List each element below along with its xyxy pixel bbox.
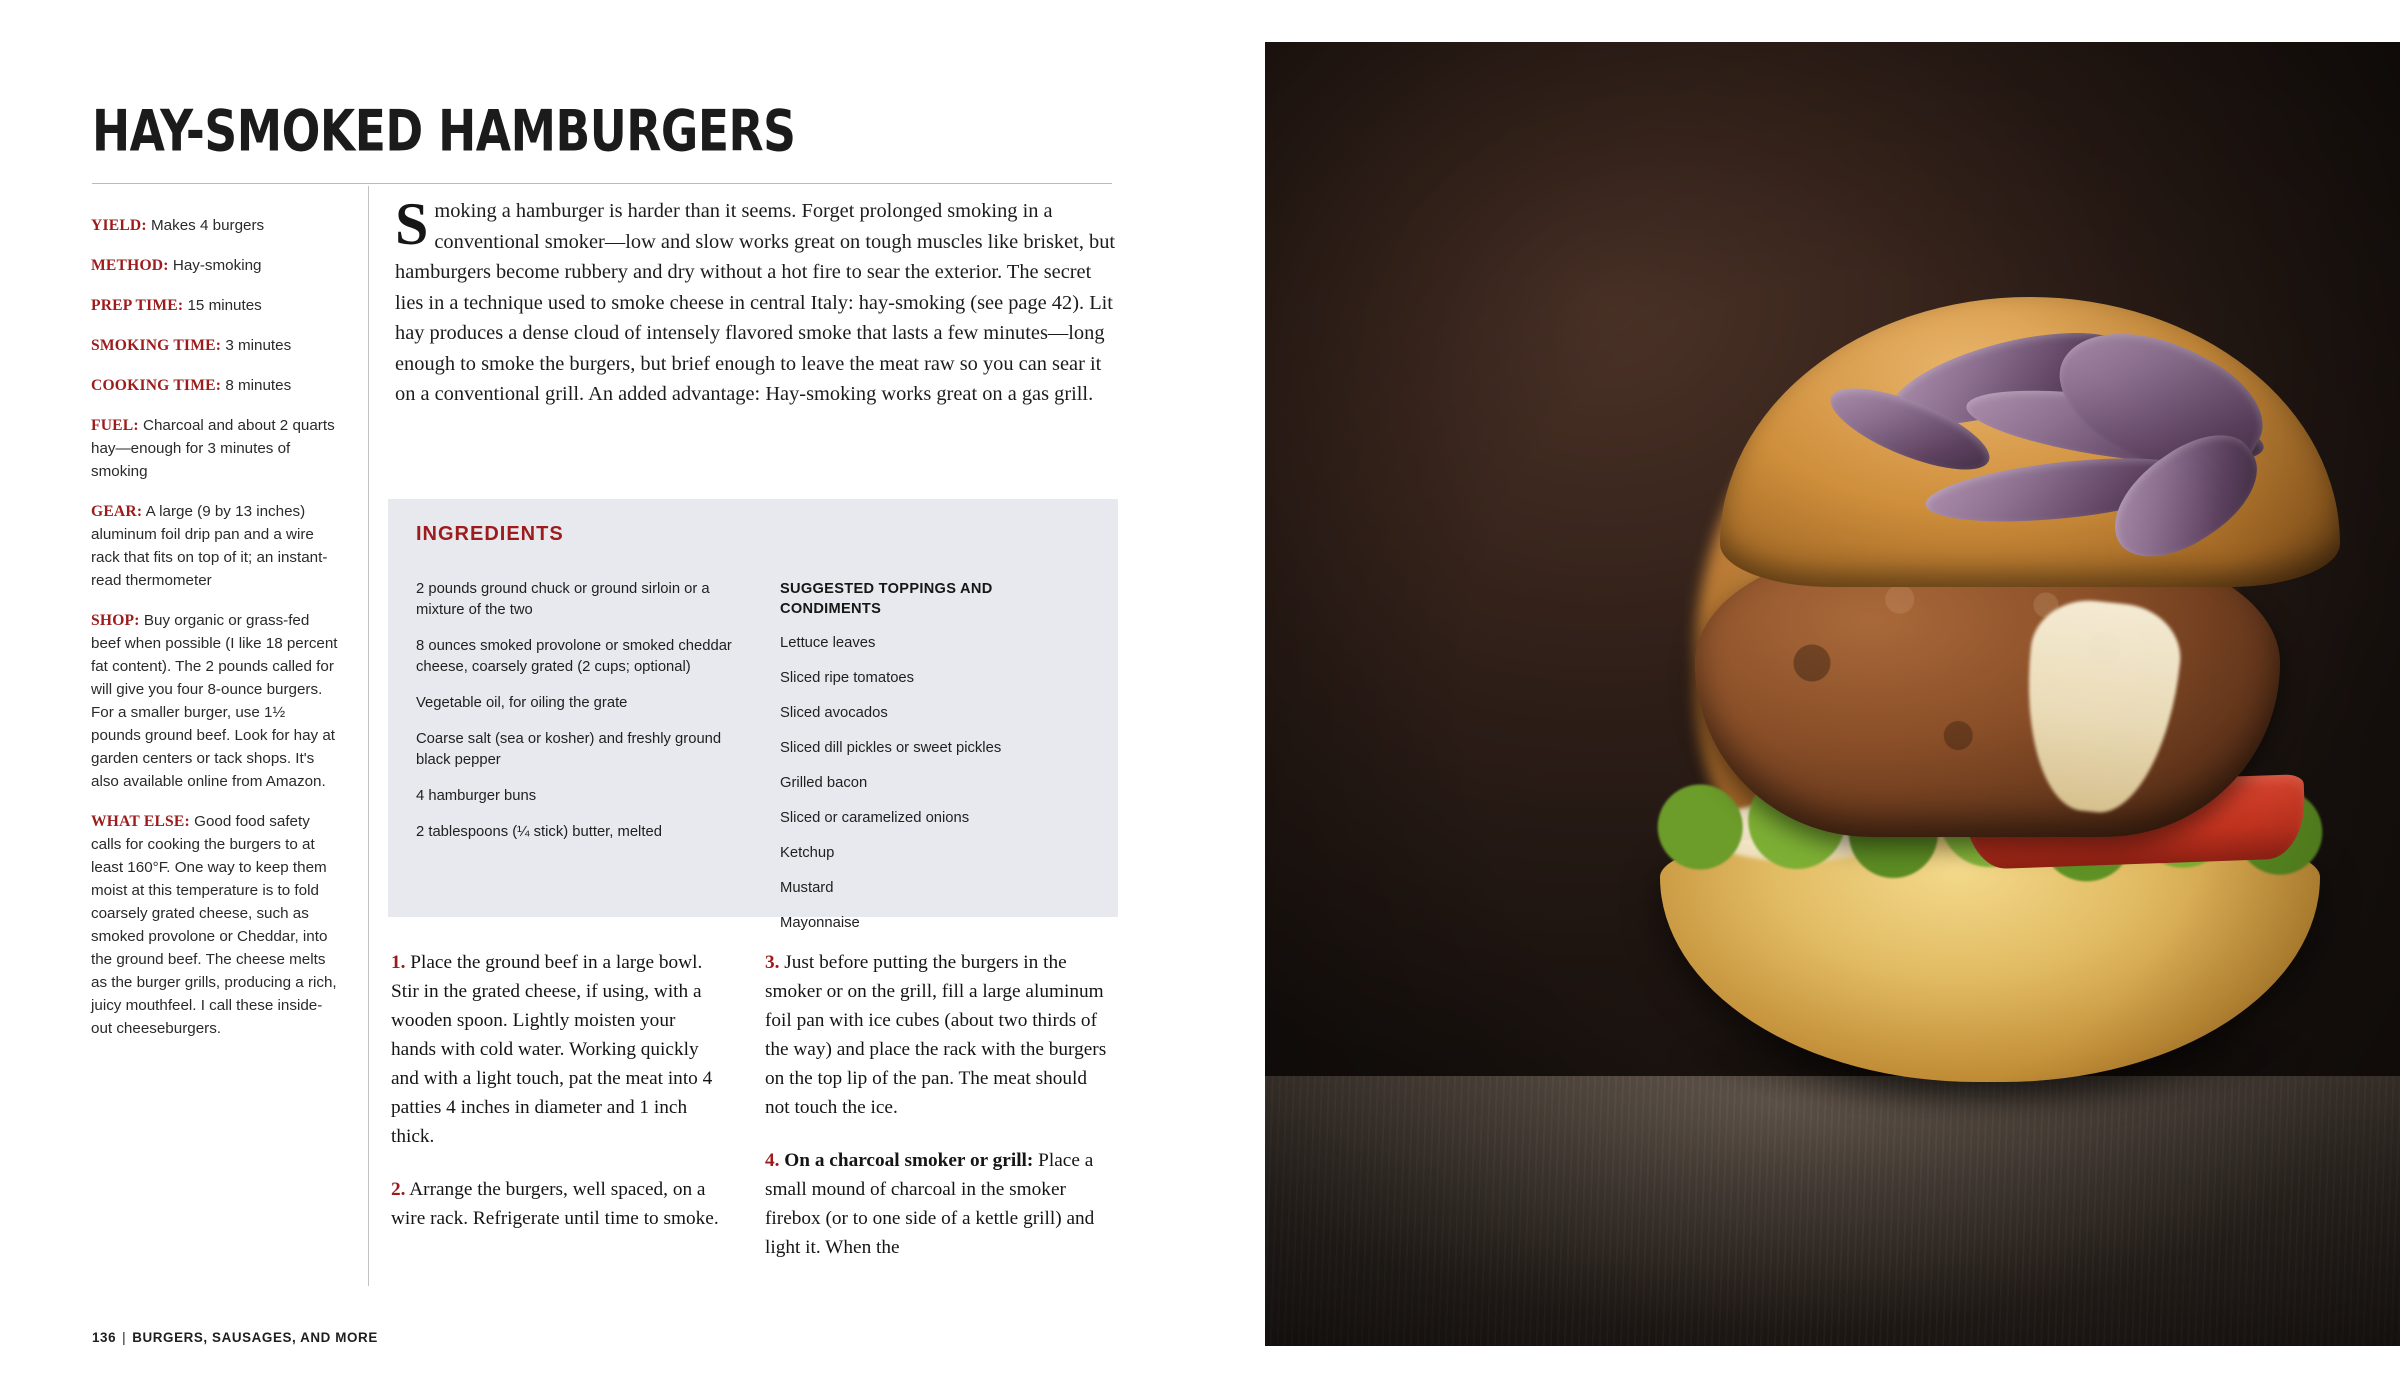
sidebar-label-smoking-time: SMOKING TIME: xyxy=(91,337,222,354)
topping-item: Mayonnaise xyxy=(780,915,860,931)
photo-counter-surface xyxy=(1265,1076,2400,1346)
ingredient-item: 2 pounds ground chuck or ground sirloin or a mixture of the two xyxy=(416,581,710,618)
topping-item: Lettuce leaves xyxy=(780,635,876,651)
ingredients-panel xyxy=(388,499,1118,931)
page-footer xyxy=(92,1330,378,1345)
photo-burger-patty xyxy=(1695,547,2280,837)
intro-dropcap: S xyxy=(395,191,429,257)
sidebar-item-method xyxy=(91,254,339,277)
ingredients-heading: INGREDIENTS xyxy=(416,523,564,545)
sidebar-item-cooking-time xyxy=(91,374,339,397)
sidebar-value-cooking-time: 8 minutes xyxy=(221,377,292,394)
column-divider xyxy=(368,186,369,1286)
step-text: Place a small mound of charcoal in the smoker firebox (or to one side of a kettle grill) and light it. When the xyxy=(765,1150,1095,1258)
recipe-photo xyxy=(1265,42,2400,1346)
sidebar-label-what-else: WHAT ELSE: xyxy=(91,813,190,830)
sidebar-value-what-else: Good food safety calls for cooking the burgers to at least 160°F. One way to keep them moist at this temperature is to fold coarsely grated cheese, such as smoked provolone or Cheddar, into the ground beef. The cheese melts as the burger grills, producing a rich, juicy mouthfeel. I call these inside-out cheeseburgers. xyxy=(91,813,337,1037)
sidebar-item-shop xyxy=(91,609,339,793)
step-lead-in: On a charcoal smoker or grill: xyxy=(784,1150,1034,1171)
sidebar-value-gear: A large (9 by 13 inches) aluminum foil drip pan and a wire rack that fits on top of it; an instant-read thermometer xyxy=(91,503,328,589)
chapter-name: BURGERS, SAUSAGES, AND MORE xyxy=(132,1330,378,1345)
page-title: HAY-SMOKED HAMBURGERS xyxy=(92,98,796,166)
sidebar-item-yield xyxy=(91,214,339,237)
sidebar-label-shop: SHOP: xyxy=(91,612,140,629)
ingredient-item: Vegetable oil, for oiling the grate xyxy=(416,695,628,711)
instructions-column-left xyxy=(391,948,723,1257)
topping-item: Grilled bacon xyxy=(780,775,868,791)
instructions-column-right xyxy=(765,948,1110,1286)
recipe-intro xyxy=(395,191,1118,410)
sidebar-item-prep-time xyxy=(91,294,339,317)
recipe-meta-sidebar xyxy=(91,214,339,1057)
ingredients-list xyxy=(416,579,746,858)
sidebar-label-prep-time: PREP TIME: xyxy=(91,297,184,314)
step-number: 4. xyxy=(765,1150,780,1171)
sidebar-value-shop: Buy organic or grass-fed beef when possible (I like 18 percent fat content). The 2 pounds called for will give you four 8-ounce burgers. For a smaller burger, use 1½ pounds ground beef. Look for hay at garden centers or tack shops. It's also available online from Amazon. xyxy=(91,612,338,790)
sidebar-label-yield: YIELD: xyxy=(91,217,147,234)
sidebar-item-gear xyxy=(91,500,339,592)
step-text: Just before putting the burgers in the smoker or on the grill, fill a large aluminum foil pan with ice cubes (about two thirds of the way) and place the rack with the burgers on the top lip of the pan. The meat should not touch the ice. xyxy=(765,952,1107,1118)
sidebar-value-smoking-time: 3 minutes xyxy=(221,337,292,354)
instruction-step xyxy=(391,948,723,1151)
topping-item: Sliced ripe tomatoes xyxy=(780,670,915,686)
sidebar-label-fuel: FUEL: xyxy=(91,417,139,434)
sidebar-label-cooking-time: COOKING TIME: xyxy=(91,377,222,394)
ingredient-item: Coarse salt (sea or kosher) and freshly ground black pepper xyxy=(416,731,722,768)
ingredient-item: 8 ounces smoked provolone or smoked cheddar cheese, coarsely grated (2 cups; optional) xyxy=(416,638,732,675)
step-number: 3. xyxy=(765,952,780,973)
sidebar-value-prep-time: 15 minutes xyxy=(183,297,262,314)
ingredient-item: 2 tablespoons (¼ stick) butter, melted xyxy=(416,824,662,840)
topping-item: Mustard xyxy=(780,880,834,896)
instruction-step xyxy=(765,1146,1110,1262)
sidebar-item-fuel xyxy=(91,414,339,483)
page-number: 136 xyxy=(92,1330,117,1345)
sidebar-item-smoking-time xyxy=(91,334,339,357)
step-text: Place the ground beef in a large bowl. Stir in the grated cheese, if using, with a wooden spoon. Lightly moisten your hands with cold water. Working quickly and with a light touch, pat the meat into 4 patties 4 inches in diameter and 1 inch thick. xyxy=(391,952,713,1147)
topping-item: Sliced avocados xyxy=(780,705,888,721)
toppings-heading: SUGGESTED TOPPINGS AND CONDIMENTS xyxy=(780,581,993,617)
step-number: 1. xyxy=(391,952,406,973)
instruction-step xyxy=(391,1175,723,1233)
step-number: 2. xyxy=(391,1179,406,1200)
sidebar-label-method: METHOD: xyxy=(91,257,169,274)
ingredient-item: 4 hamburger buns xyxy=(416,788,537,804)
intro-body: moking a hamburger is harder than it seems. Forget prolonged smoking in a conventional smoker—low and slow works great on tough muscles like brisket, but hamburgers become rubbery and dry without a hot fire to sear the exterior. The secret lies in a technique used to smoke cheese in central Italy: hay-smoking (see page 42). Lit hay produces a dense cloud of intensely flavored smoke that lasts a few minutes—long enough to smoke the burgers, but brief enough to leave the meat raw so you can sear it on a conventional grill. An added advantage: Hay-smoking works great on a gas grill. xyxy=(395,200,1116,405)
step-text: Arrange the burgers, well spaced, on a wire rack. Refrigerate until time to smoke. xyxy=(391,1179,719,1229)
sidebar-item-what-else xyxy=(91,810,339,1040)
sidebar-value-yield: Makes 4 burgers xyxy=(146,217,265,234)
topping-item: Sliced dill pickles or sweet pickles xyxy=(780,740,1002,756)
sidebar-value-fuel: Charcoal and about 2 quarts hay—enough for 3 minutes of smoking xyxy=(91,417,335,480)
topping-item: Sliced or caramelized onions xyxy=(780,810,970,826)
sidebar-value-method: Hay-smoking xyxy=(168,257,262,274)
sidebar-label-gear: GEAR: xyxy=(91,503,143,520)
footer-separator: | xyxy=(122,1330,127,1345)
instruction-step xyxy=(765,948,1110,1122)
topping-item: Ketchup xyxy=(780,845,835,861)
toppings-list xyxy=(780,579,1090,948)
title-divider xyxy=(92,183,1112,184)
